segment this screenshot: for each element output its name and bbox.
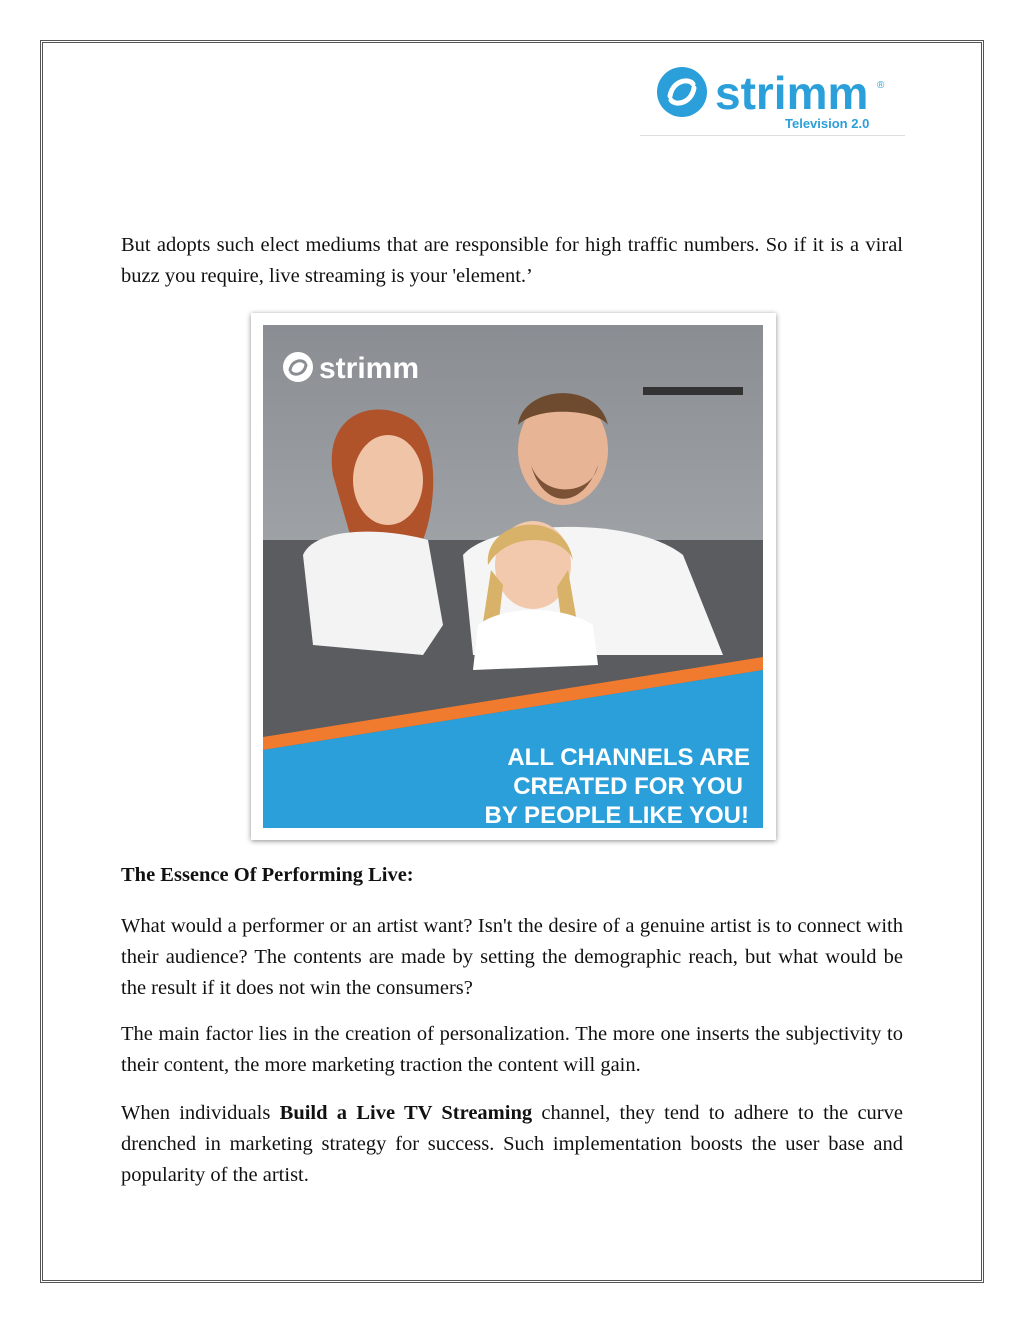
logo-tagline: Television 2.0: [785, 116, 870, 131]
logo-circle-icon: [657, 67, 707, 117]
section-heading: The Essence Of Performing Live:: [121, 864, 414, 886]
paragraph-3: [121, 1098, 903, 1191]
build-live-tv-link-text: Build a Live TV Streaming: [279, 1102, 533, 1124]
promo-image-frame: [251, 313, 776, 840]
promo-image: [263, 325, 763, 828]
banner-logo-icon: [283, 352, 313, 382]
paragraph-3-text-a: When individuals: [121, 1102, 280, 1124]
paragraph-1: What would a performer or an artist want? Isn't the desire of a genuine artist is to connect with their audience? The contents are made by setting the demographic reach, but what would be the result if it does not win the consumers?: [121, 915, 903, 999]
logo-wordmark: strimm: [715, 67, 869, 119]
banner-line-3: BY PEOPLE LIKE YOU!: [484, 802, 749, 828]
paragraph-3-text-b: channel, they tend to adhere to the curve drenched in marketing strategy for success. Such implementation boosts the user base and popularity of the artist.: [121, 1102, 903, 1186]
strimm-logo: [655, 66, 905, 136]
banner-line-2: CREATED FOR YOU: [513, 773, 743, 800]
intro-paragraph: But adopts such elect mediums that are responsible for high traffic numbers. So if it is a viral buzz you require, live streaming is your 'element.’: [121, 234, 903, 287]
logo-registered-mark: ®: [877, 80, 885, 91]
paragraph-2: The main factor lies in the creation of personalization. The more one inserts the subjectivity to their content, the more marketing traction the content will gain.: [121, 1023, 903, 1076]
banner-line-1: ALL CHANNELS ARE: [507, 744, 750, 771]
header-divider: [640, 135, 905, 136]
banner-logo-wordmark: strimm: [319, 352, 420, 385]
